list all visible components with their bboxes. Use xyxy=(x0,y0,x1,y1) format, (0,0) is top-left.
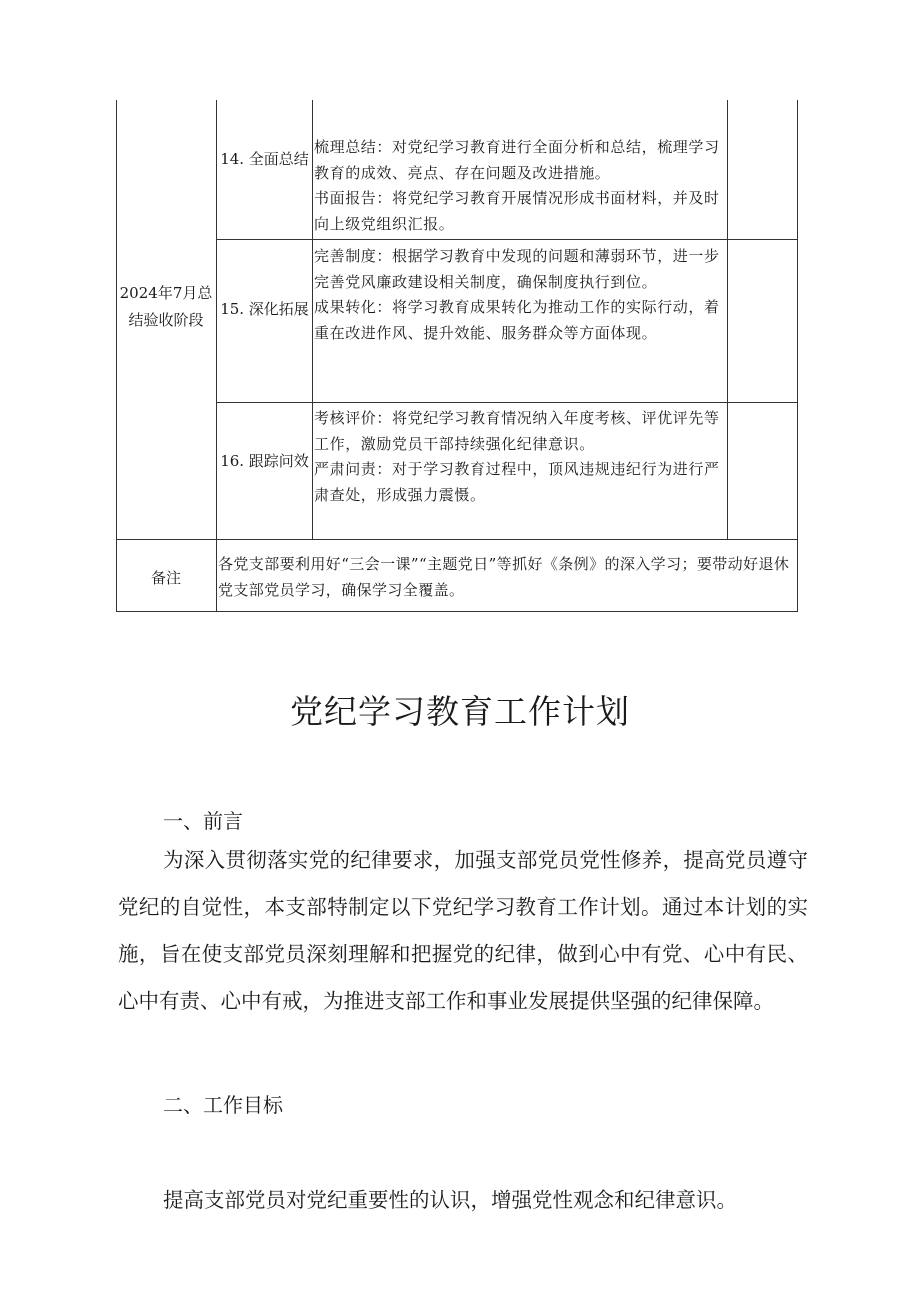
document-title: 党纪学习教育工作计划 xyxy=(290,692,630,731)
remark-label: 备注 xyxy=(150,569,181,587)
content-cell-14 xyxy=(314,135,726,237)
remark-text: 各党支部要利用好“三会一课”“主题党日”等抓好《条例》的深入学习；要带动好退休党支部党员学习，确保学习全覆盖。 xyxy=(218,555,790,599)
content-item: 严肃问责：对于学习教育过程中，顶风违规违纪行为进行严肃查处，形成强力震慑。 xyxy=(314,460,720,504)
section2-paragraph: 提高支部党员对党纪重要性的认识，增强党性观念和纪律意识。 xyxy=(163,1188,737,1212)
phase-cell: 2024年7月总结验收阶段 xyxy=(119,284,213,329)
task-cell-16: 16. 跟踪问效 xyxy=(220,452,309,470)
section2-heading: 二、工作目标 xyxy=(163,1093,283,1117)
table-border-row2 xyxy=(216,402,798,403)
section1-heading: 一、前言 xyxy=(163,809,243,833)
table-border-content xyxy=(727,100,728,540)
content-item: 书面报告：将党纪学习教育开展情况形成书面材料，并及时向上级党组织汇报。 xyxy=(314,189,720,233)
table-border-phase xyxy=(216,100,217,540)
table-border-right xyxy=(797,100,798,612)
task-cell-14: 14. 全面总结 xyxy=(220,150,309,168)
content-item: 梳理总结：对党纪学习教育进行全面分析和总结，梳理学习教育的成效、亮点、存在问题及改进措施。 xyxy=(314,138,720,182)
table-border-bottom xyxy=(116,611,798,612)
content-item: 考核评价：将党纪学习教育情况纳入年度考核、评优评先等工作，激励党员干部持续强化纪律意识。 xyxy=(314,409,720,453)
task-cell-15: 15. 深化拓展 xyxy=(220,300,309,318)
section1-paragraph: 为深入贯彻落实党的纪律要求，加强支部党员党性修养，提高党员遵守党纪的自觉性，本支部特制定以下党纪学习教育工作计划。通过本计划的实施，旨在使支部党员深刻理解和把握党的纪律，做到心中有党、心中有民、心中有责、心中有戒，为推进支部工作和事业发展提供坚强的纪律保障。 xyxy=(118,848,808,1013)
content-item: 成果转化：将学习教育成果转化为推动工作的实际行动，着重在改进作风、提升效能、服务群众等方面体现。 xyxy=(314,298,720,342)
table-border-left xyxy=(116,100,117,612)
table-border-row3 xyxy=(116,539,798,540)
plan-table xyxy=(0,0,920,615)
table-border-remark xyxy=(216,540,217,612)
content-item: 完善制度：根据学习教育中发现的问题和薄弱环节，进一步完善党风廉政建设相关制度，确保制度执行到位。 xyxy=(314,247,720,291)
table-border-row1 xyxy=(216,239,798,240)
table-border-task xyxy=(312,100,313,540)
content-cell-16 xyxy=(314,406,726,508)
content-cell-15 xyxy=(314,244,726,346)
